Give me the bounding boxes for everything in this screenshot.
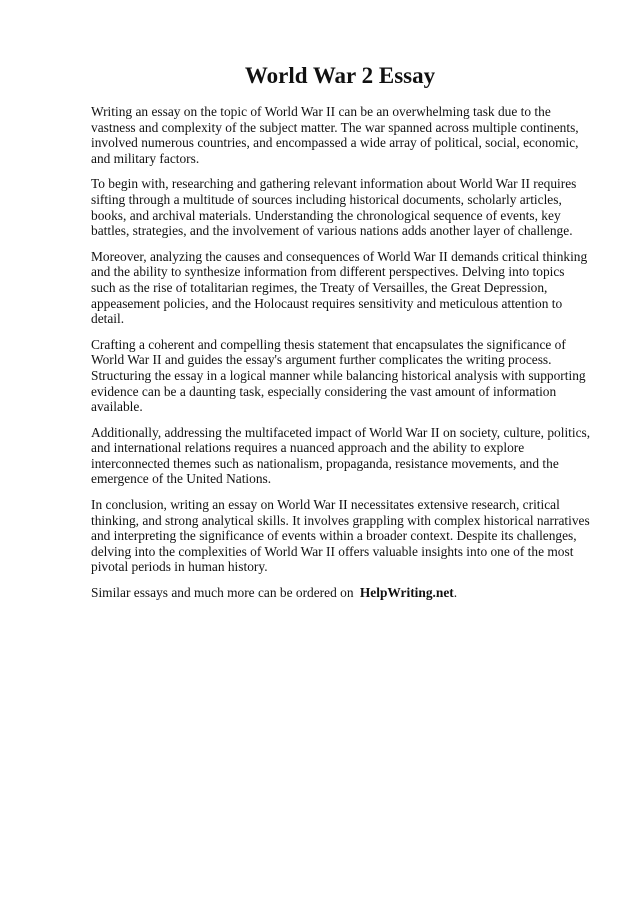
paragraph-conclusion: In conclusion, writing an essay on World War II necessitates extensive research, critical thinking, and strong analytical skills. It involves grappling with complex historical narratives and interpreting the significance of events within a broader context. Despite its challenges, delving into the complexities of World War II offers valuable insights into one of the most pivotal periods in human history. [91,497,590,575]
paragraph-analysis: Moreover, analyzing the causes and consequences of World War II demands critical thinking and the ability to synthesize information from different perspectives. Delving into topics such as the rise of totalitarian regimes, the Treaty of Versailles, the Great Depression, appeasement policies, and the Holocaust requires sensitivity and meticulous attention to detail. [91,248,588,327]
paragraph-research: To begin with, researching and gathering relevant information about World War II requires sifting through a multitude of sources including historical documents, scholarly articles, books, and archival materials. Understanding the chronological sequence of events, key battles, strategies, and the involvement of various nations adds another layer of challenge. [91,176,577,239]
paragraph-thesis: Crafting a coherent and compelling thesis statement that encapsulates the significance of World War II and guides the essay's argument further complicates the writing process. Structuring the essay in a logical manner while balancing historical analysis with supporting evidence can be a daunting task, especially considering the vast amount of information available. [91,336,586,415]
footer-text: Similar essays and much more can be ordered on [91,585,357,601]
footer-line [91,585,592,601]
paragraph-impact: Additionally, addressing the multifaceted impact of World War II on society, culture, politics, and international relations requires a nuanced approach and the ability to explore interconnected themes such as nationalism, propaganda, resistance movements, and the emergence of the United Nations. [91,424,591,487]
footer-period: . [453,585,458,601]
document-title: World War 2 Essay [244,63,436,88]
site-name: HelpWriting.net [359,585,454,601]
paragraph-intro: Writing an essay on the topic of World War II can be an overwhelming task due to the vastness and complexity of the subject matter. The war spanned across multiple continents, involved numerous countries, and encompassed a wide array of political, social, economic, and military factors. [91,104,579,166]
